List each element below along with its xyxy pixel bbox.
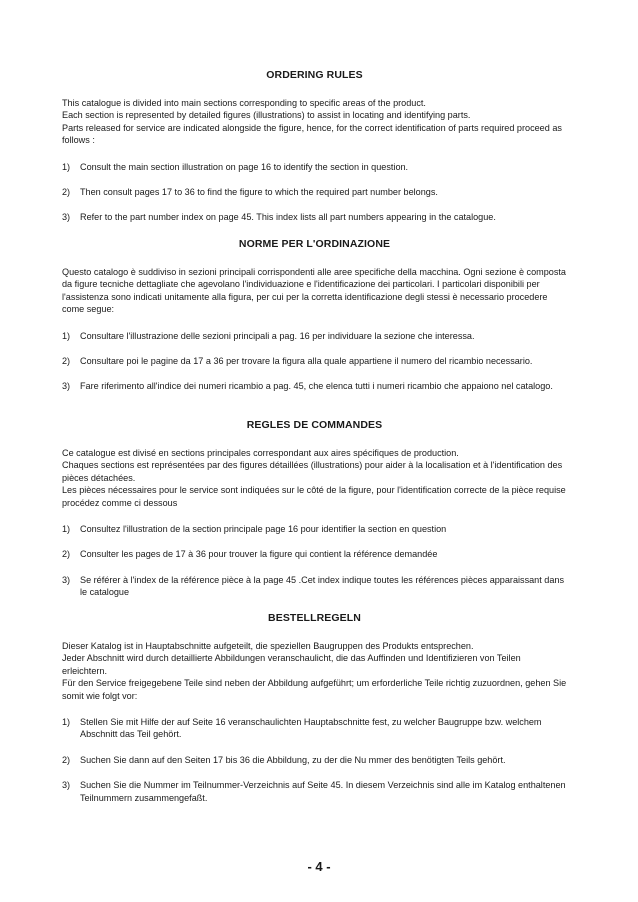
list-item: [62, 754, 567, 766]
section-english: [62, 69, 567, 237]
list-item-number: 1): [62, 161, 71, 172]
list-item-text: Se référer à l'index de la référence pièce à la page 45 .Cet index indique toutes les références pièces apparaissant dans le catalogue: [80, 574, 565, 598]
section-title: ORDERING RULES: [266, 69, 363, 81]
list-item-number: 2): [62, 187, 71, 198]
list-item-text: Consultez l'illustration de la section principale page 16 pour identifier la section en question: [80, 524, 447, 535]
section-intro: [62, 640, 567, 702]
section-italian: [62, 238, 567, 406]
list-item: [62, 330, 567, 342]
list-item-number: 1): [62, 717, 71, 728]
intro-paragraph: Dieser Katalog ist in Hauptabschnitte aufgeteilt, die speziellen Baugruppen des Produkts entsprechen.: [62, 641, 474, 651]
list-item-text: Consultare l'illustrazione delle sezioni principali a pag. 16 per individuare la sezione che interessa.: [80, 330, 475, 341]
list-item-text: Then consult pages 17 to 36 to find the figure to which the required part number belongs.: [80, 187, 438, 198]
list-item-number: 2): [62, 549, 71, 560]
intro-paragraph: Ce catalogue est divisé en sections principales correspondant aux aires spécifiques de production.: [62, 448, 459, 458]
intro-paragraph: Chaques sections est représentées par des figures détaillées (illustrations) pour aider à la localisation et à l'identification des pièces détachées.: [62, 460, 563, 483]
list-item-number: 2): [62, 356, 71, 367]
list-item: [62, 161, 567, 173]
section-title: BESTELLREGELN: [268, 612, 361, 624]
intro-paragraph: Les pièces nécessaires pour le service sont indiquées sur le côté de la figure, pour l'identification correcte de la pièce requise procédez comme ci dessous: [62, 485, 566, 508]
section-intro: [62, 447, 567, 509]
section-intro: [62, 97, 567, 147]
list-item-text: Suchen Sie die Nummer im Teilnummer-Verzeichnis auf Seite 45. In diesem Verzeichnis sind alle im Katalog enthaltenen Teilnummern zusammengefaßt.: [80, 780, 566, 803]
list-item-number: 1): [62, 330, 71, 341]
list-item: [62, 779, 567, 804]
intro-paragraph: Each section is represented by detailed figures (illustrations) to assist in locating and identifying parts.: [62, 110, 471, 121]
list-item-text: Suchen Sie dann auf den Seiten 17 bis 36 die Abbildung, zu der die Nu mmer des benötigten Teils gehört.: [80, 754, 506, 765]
intro-paragraph: Für den Service freigegebene Teile sind neben der Abbildung aufgeführt; um erforderliche Teile richtig zuzuordnen, gehen Sie somit wie folgt vor:: [62, 678, 567, 701]
intro-paragraph: Parts released for service are indicated alongside the figure, hence, for the correct identification of parts required proceed as follows :: [62, 122, 562, 146]
list-item: [62, 548, 567, 560]
list-item: [62, 211, 567, 223]
list-item-text: Fare riferimento all'indice dei numeri ricambio a pag. 45, che elenca tutti i numeri ricambio che appaiono nel catalogo.: [80, 381, 553, 392]
section-intro: [62, 266, 567, 316]
intro-paragraph: Questo catalogo è suddiviso in sezioni principali corrispondenti alle aree specifiche della macchina. Ogni sezione è composta da figure tecniche dettagliate che agevolano l'individuazione e l'identificazione dei particolari. I particolari disponibili per l'assistenza sono indicati unitamente alla figura, per cui per la corretta identificazione degli stessi è necessario procedere come segue:: [62, 267, 566, 315]
list-item: [62, 523, 567, 535]
section-title: REGLES DE COMMANDES: [246, 419, 383, 431]
list-item-text: Consult the main section illustration on page 16 to identify the section in question.: [80, 161, 409, 172]
section-french: [62, 419, 567, 612]
list-item: [62, 186, 567, 198]
list-item-text: Refer to the part number index on page 45. This index lists all part numbers appearing in the catalogue.: [80, 212, 496, 223]
intro-paragraph: Jeder Abschnitt wird durch detaillierte Abbildungen veranschaulicht, die das Auffinden und Identifizieren von Teilen erleichtern.: [62, 653, 521, 676]
page-number: - 4 -: [307, 859, 331, 874]
list-item: [62, 355, 567, 367]
list-item-number: 3): [62, 212, 71, 223]
list-item-number: 1): [62, 524, 71, 535]
list-item-number: 3): [62, 780, 71, 791]
list-item-text: Stellen Sie mit Hilfe der auf Seite 16 veranschaulichten Hauptabschnitte fest, zu welcher Baugruppe bzw. welchem Abschnitt das Teil gehört.: [80, 717, 542, 740]
list-item-number: 3): [62, 574, 71, 585]
list-item-number: 2): [62, 754, 71, 765]
list-item: [62, 380, 567, 392]
list-item: [62, 716, 567, 741]
list-item-number: 3): [62, 381, 71, 392]
list-item-text: Consulter les pages de 17 à 36 pour trouver la figure qui contient la référence demandée: [80, 549, 438, 560]
intro-paragraph: This catalogue is divided into main sections corresponding to specific areas of the product.: [62, 98, 426, 108]
list-item-text: Consultare poi le pagine da 17 a 36 per trovare la figura alla quale appartiene il numero del ricambio necessario.: [80, 356, 533, 367]
section-german: [62, 612, 567, 817]
section-title: NORME PER L'ORDINAZIONE: [238, 238, 391, 250]
list-item: [62, 574, 567, 599]
